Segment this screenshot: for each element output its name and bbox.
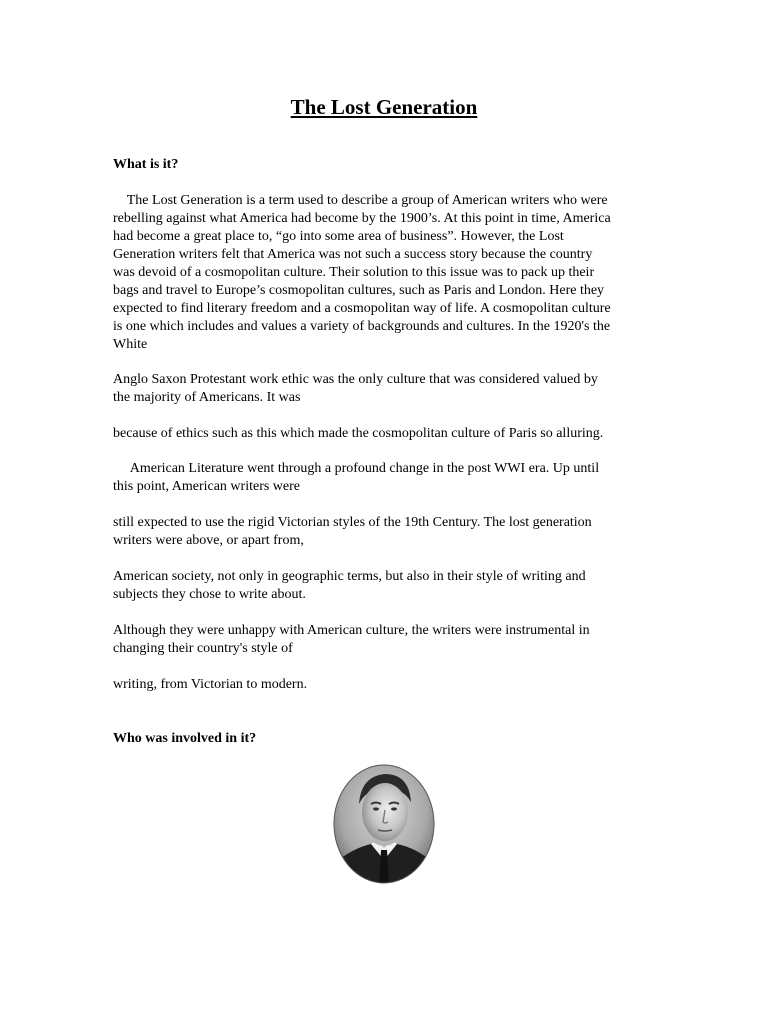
paragraph-line: changing their country's style of [113, 641, 293, 656]
paragraph-1 [113, 192, 653, 354]
paragraph-line: Anglo Saxon Protestant work ethic was the only culture that was considered valued by [113, 372, 598, 387]
paragraph-line: the majority of Americans. It was [113, 390, 301, 405]
paragraph-7 [113, 622, 653, 658]
portrait-photo [333, 764, 435, 884]
paragraph-line: writing, from Victorian to modern. [113, 677, 308, 692]
paragraph-6 [113, 568, 653, 604]
document-title: The Lost Generation [290, 95, 478, 119]
paragraph-line: rebelling against what America had become by the 1900’s. At this point in time, America [113, 211, 611, 226]
section-heading-who-was-involved: Who was involved in it? [113, 731, 257, 746]
paragraph-line: expected to find literary freedom and a cosmopolitan way of life. A cosmopolitan culture [113, 301, 611, 316]
paragraph-line: White [113, 337, 148, 352]
paragraph-line: this point, American writers were [113, 479, 301, 494]
paragraph-3 [113, 425, 653, 443]
section-heading-what-is-it: What is it? [113, 157, 179, 172]
paragraph-line: is one which includes and values a variety of backgrounds and cultures. In the 1920's the [113, 319, 611, 334]
paragraph-line: writers were above, or apart from, [113, 533, 304, 548]
paragraph-4 [113, 460, 653, 496]
paragraph-8 [113, 676, 653, 694]
paragraph-line: bags and travel to Europe’s cosmopolitan cultures, such as Paris and London. Here they [113, 283, 605, 298]
paragraph-line: because of ethics such as this which made the cosmopolitan culture of Paris so alluring. [113, 426, 604, 441]
paragraph-line: Although they were unhappy with American culture, the writers were instrumental in [113, 623, 590, 638]
paragraph-2 [113, 371, 653, 407]
paragraph-line: had become a great place to, “go into some area of business”. However, the Lost [113, 229, 564, 244]
paragraph-line: Generation writers felt that America was not such a success story because the country [113, 247, 593, 262]
paragraph-line: American Literature went through a profound change in the post WWI era. Up until [113, 461, 600, 476]
paragraph-line: American society, not only in geographic terms, but also in their style of writing and [113, 569, 586, 584]
paragraph-line: still expected to use the rigid Victorian styles of the 19th Century. The lost generation [113, 515, 592, 530]
paragraph-line: was devoid of a cosmopolitan culture. Their solution to this issue was to pack up their [113, 265, 595, 280]
paragraph-line: subjects they chose to write about. [113, 587, 306, 602]
paragraph-line: The Lost Generation is a term used to describe a group of American writers who were [113, 193, 608, 208]
paragraph-5 [113, 514, 653, 550]
